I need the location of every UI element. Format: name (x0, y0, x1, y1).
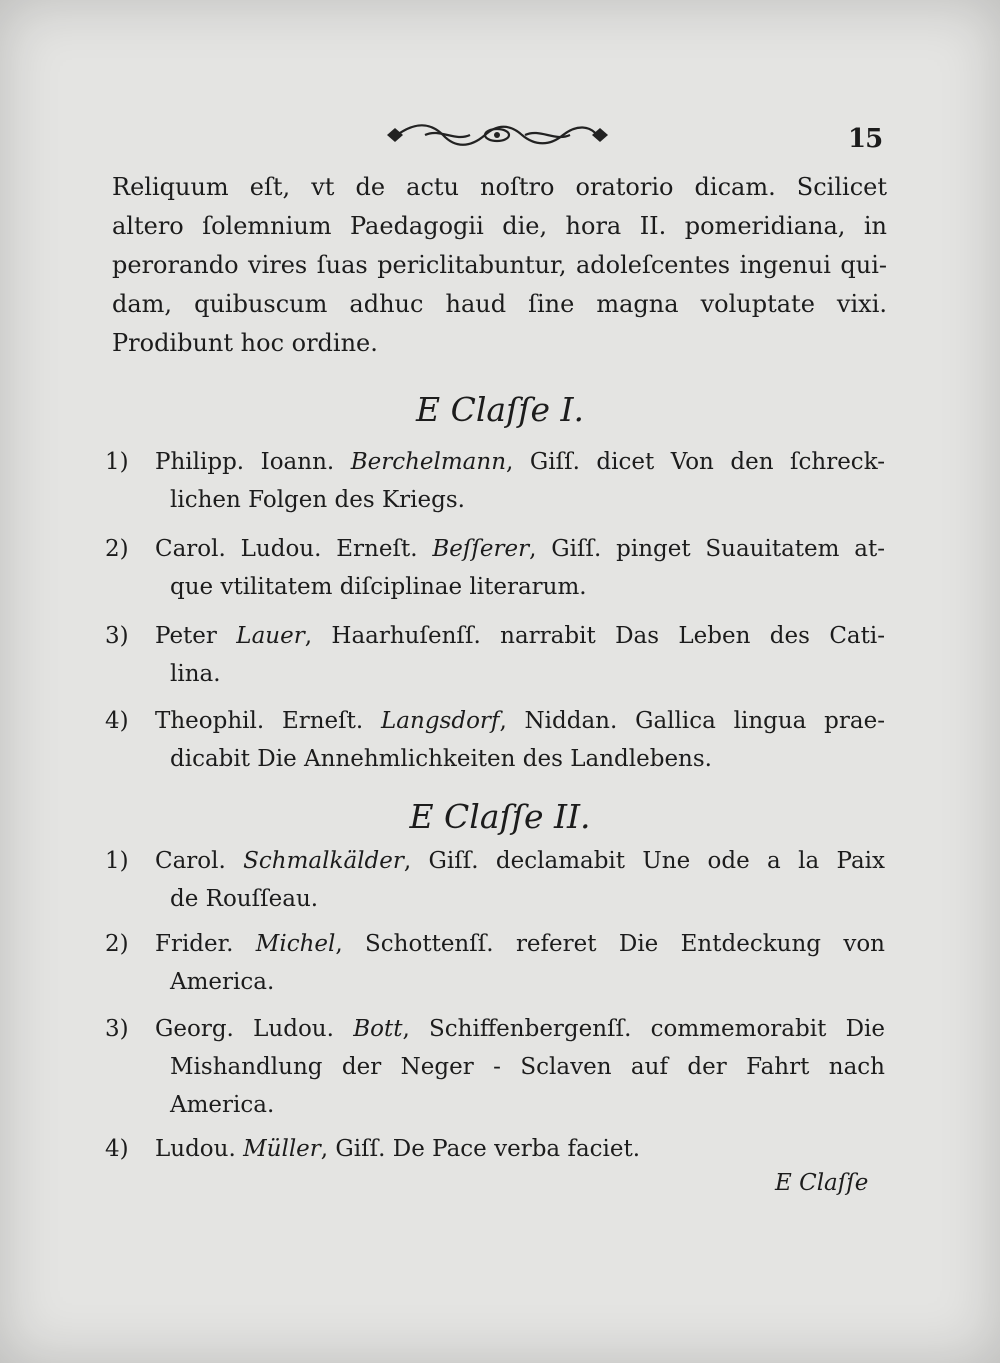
continuation-line: dicabit Die Annehmlichkeiten des Landlebens. (170, 746, 712, 772)
continuation-line: lichen Folgen des Kriegs. (170, 487, 465, 513)
continuation-line: lina. (170, 661, 221, 687)
item-number: 1) (105, 848, 129, 874)
text-line: dam, quibuscum adhuc haud ſine magna voluptate vixi. (112, 290, 887, 318)
surname: Michel (255, 931, 336, 957)
given-names: Georg. Ludou. (155, 1016, 334, 1042)
surname: Bott (353, 1016, 403, 1042)
item-number: 1) (105, 449, 129, 475)
surname: Langsdorf (381, 708, 500, 734)
speech-topic: , Schiffenbergenſſ. commemorabit Die (402, 1016, 886, 1042)
surname: Berchelmann (350, 449, 507, 475)
list-item (105, 617, 885, 693)
list-item (105, 530, 885, 606)
speech-topic: , Giſſ. pinget Suauitatem at- (529, 536, 886, 562)
text-line: perorando vires ſuas periclitabuntur, adoleſcentes ingenui qui- (112, 251, 887, 279)
item-number: 3) (105, 623, 129, 649)
list-item (105, 925, 885, 1001)
item-number: 4) (105, 1136, 129, 1162)
item-number: 2) (105, 536, 129, 562)
class-heading: E Claſſe I. (415, 390, 585, 429)
surname: Müller (243, 1136, 321, 1162)
list-item (105, 1130, 885, 1168)
list-item (105, 443, 885, 519)
item-number: 3) (105, 1016, 129, 1042)
speech-topic: , Giſſ. dicet Von den ſchreck- (506, 449, 885, 475)
list-item (105, 702, 885, 778)
speech-topic: , Niddan. Gallica lingua prae- (499, 708, 885, 734)
given-names: Philipp. Ioann. (155, 449, 335, 475)
item-number: 4) (105, 708, 129, 734)
given-names: Ludou. (155, 1136, 236, 1162)
text-line: Prodibunt hoc ordine. (112, 329, 378, 357)
continuation-line: Mishandlung der Neger - Sclaven auf der Fahrt nach (170, 1054, 885, 1080)
speech-topic: , Schottenſſ. referet Die Entdeckung von (335, 931, 885, 957)
item-number: 2) (105, 931, 129, 957)
speech-topic: , Haarhuſenſſ. narrabit Das Leben des Cati- (304, 623, 886, 649)
given-names: Carol. Ludou. Erneſt. (155, 536, 418, 562)
surname: Schmalkälder (243, 848, 404, 874)
speech-topic: , Giſſ. declamabit Une ode a la Paix (403, 848, 885, 874)
text-line: Reliquum eſt, vt de actu noſtro oratorio dicam. Scilicet (112, 173, 887, 201)
text-line: altero ſolemnium Paedagogii die, hora II. pomeridiana, in (112, 212, 887, 240)
list-item (105, 1010, 885, 1124)
continuation-line: America. (170, 1092, 275, 1118)
intro-paragraph (112, 168, 887, 363)
class-heading: E Claſſe II. (409, 797, 591, 836)
surname: Lauer (236, 623, 305, 649)
catchword: E Claſſe (775, 1170, 869, 1196)
continuation-line: que vtilitatem diſciplinae literarum. (170, 574, 587, 600)
continuation-line: America. (170, 969, 275, 995)
surname: Beſſerer (432, 536, 530, 562)
speech-topic: , Giſſ. De Pace verba faciet. (320, 1136, 641, 1162)
ornamental-headpiece (385, 118, 610, 152)
given-names: Theophil. Erneſt. (155, 708, 364, 734)
continuation-line: de Rouſſeau. (170, 886, 319, 912)
page-number: 15 (848, 124, 883, 154)
given-names: Peter (155, 623, 217, 649)
given-names: Carol. (155, 848, 226, 874)
given-names: Frider. (155, 931, 234, 957)
list-item (105, 842, 885, 918)
